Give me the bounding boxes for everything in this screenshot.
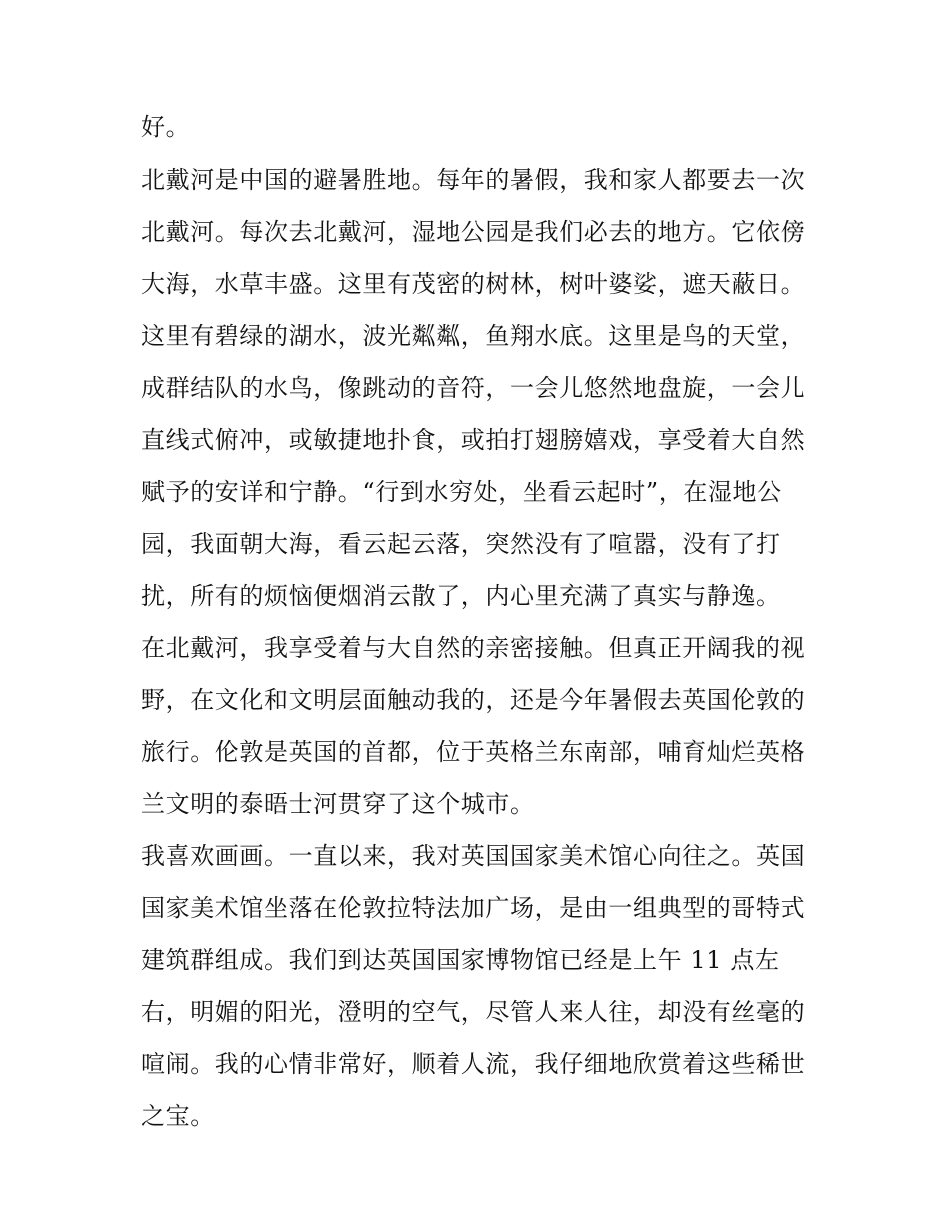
text-line: 我喜欢画画。一直以来，我对英国国家美术馆心向往之。英国 — [141, 842, 806, 870]
text-line: 喧闹。我的心情非常好，顺着人流，我仔细地欣赏着这些稀世 — [141, 1050, 806, 1078]
text-line: 之宝。 — [141, 1102, 215, 1130]
text-line: 旅行。伦敦是英国的首都，位于英格兰东南部，哺育灿烂英格 — [141, 738, 806, 766]
text-line: 北戴河是中国的避暑胜地。每年的暑假，我和家人都要去一次 — [141, 166, 806, 194]
text-line: 北戴河。每次去北戴河，湿地公园是我们必去的地方。它依傍 — [141, 218, 806, 246]
text-line: 兰文明的泰晤士河贯穿了这个城市。 — [141, 790, 535, 818]
text-line: 大海，水草丰盛。这里有茂密的树林，树叶婆娑，遮天蔽日。 — [141, 270, 806, 298]
text-line: 在北戴河，我享受着与大自然的亲密接触。但真正开阔我的视 — [141, 634, 806, 662]
text-line: 野，在文化和文明层面触动我的，还是今年暑假去英国伦敦的 — [141, 686, 806, 714]
text-line: 好。 — [141, 113, 191, 141]
text-line: 赋予的安详和宁静。“行到水穷处，坐看云起时”，在湿地公 — [141, 478, 782, 506]
text-line: 直线式俯冲，或敏捷地扑食，或拍打翅膀嬉戏，享受着大自然 — [141, 426, 806, 454]
text-line: 国家美术馆坐落在伦敦拉特法加广场，是由一组典型的哥特式 — [141, 894, 806, 922]
text-line: 园，我面朝大海，看云起云落，突然没有了喧嚣，没有了打 — [141, 530, 781, 558]
text-line: 这里有碧绿的湖水，波光粼粼，鱼翔水底。这里是鸟的天堂， — [141, 322, 806, 350]
text-line: 右，明媚的阳光，澄明的空气，尽管人来人往，却没有丝毫的 — [141, 998, 806, 1026]
text-line: 建筑群组成。我们到达英国国家博物馆已经是上午 11 点左 — [141, 946, 780, 974]
text-line: 成群结队的水鸟，像跳动的音符，一会儿悠然地盘旋，一会儿 — [141, 374, 806, 402]
text-line: 扰，所有的烦恼便烟消云散了，内心里充满了真实与静逸。 — [141, 582, 781, 610]
